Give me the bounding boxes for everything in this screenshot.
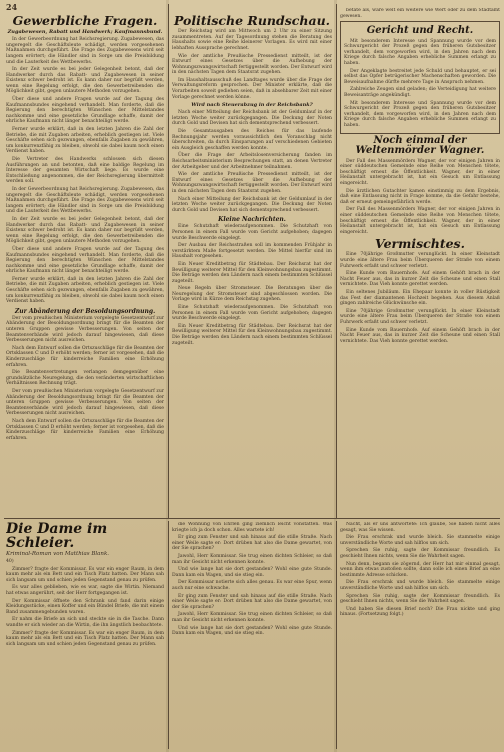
serial-paragraph: Der Kommissar öffnete den Schrank und fand darin einige Kleidungsstücke, einen Koffer und ein Bündel Briefe, die mit einem Band zusammengebunden waren. xyxy=(6,598,164,615)
serial-paragraph: Die Frau erschrak und wurde bleich. Sie stammelte einige unverständliche Worte und sah hilflos um sich. xyxy=(340,580,500,591)
column-rule xyxy=(336,521,337,749)
serial-paragraph: Sprechen Sie ruhig, sagte der Kommissar freundlich. Es geschieht Ihnen nichts, wenn Sie die Wahrheit sagen. xyxy=(340,548,500,559)
column-1 xyxy=(6,12,164,516)
column-rule xyxy=(168,521,169,749)
serial-paragraph: Und haben Sie diesen Brief noch? Die Frau nickte und ging hinaus. (Fortsetzung folgt.) xyxy=(340,606,500,618)
article-paragraph: Eine Kunde vom Bauernhofe. Auf einem Gehöft brach in der Nacht Feuer aus, das in kurzer Zeit die Scheune und einen Stall vernichtete. Das Vieh konnte gerettet werden. xyxy=(340,327,500,344)
article-paragraph: Nach dem Entwurf sollen die Ortszuschläge für die Beamten der Ortsklassen C und D erhöht werden; ferner ist vorgesehen, daß die Kinderzuschläge für kinderreiche Familien eine Erhöhung erfahren. xyxy=(6,345,164,368)
column-rule xyxy=(336,4,337,518)
section-heading: Gericht und Recht. xyxy=(366,25,474,37)
article-paragraph: Die Gesamtausgaben des Reiches für das laufende Rechnungsjahr werden voraussichtlich den Voranschlag nicht überschreiten, da durch Einsparungen auf verschiedenen Gebieten ein Ausgleich geschaffen werden konnte. xyxy=(172,129,332,151)
article-paragraph: Ein seltenes Jubiläum. Ein Ehepaar konnte in voller Rüstigkeit das Fest der diamantenen Hochzeit begehen. Aus diesem Anlaß gingen zahlreiche Glückwünsche ein. xyxy=(340,290,500,307)
court-box xyxy=(340,21,500,133)
article-paragraph: Zahlreiche Zeugen sind geladen; die Verteidigung hat weitere Beweisanträge angekündigt. xyxy=(344,87,496,99)
article-paragraph: Ferner wurde erklärt, daß in den letzten Jahren die Zahl der Betriebe, die mit Zugaben arbeiten, erheblich gestiegen ist. Viele Geschäfte sehen sich gezwungen, ebenfalls Zugaben zu gewähren, um konkurrenzfähig zu bleiben, obwohl sie dabei kaum noch einen Verdienst haben. xyxy=(6,127,164,155)
serial-paragraph: Der Kommissar notierte sich alles genau. Es war eine Spur, wenn auch nur eine schwache. xyxy=(172,580,332,591)
article-paragraph: Der Reichstag wird am Mittwoch um 2 Uhr zu einer Sitzung zusammentreten. Auf der Tagesordnung stehen die Beratung des Haushalts sowie eine Reihe kleinerer Vorlagen. Es wird mit einer lebhaften Aussprache gerechnet. xyxy=(172,29,332,51)
serial-paragraph: die Wohnung von Ehrlen ging ziemlich leicht vonstatten. Was kriegte ich ja doch schon. Alles wartete ich! xyxy=(172,522,332,533)
serial-paragraph: Er ging zum Fenster und sah hinaus auf die stille Straße. Nach einer Weile sagte er: Dort drüben hat also die Dame gewartet, von der Sie sprachen? xyxy=(172,593,332,610)
article-paragraph: betäte als, wäre welt ein weitere wie Wert oder zu dem Stadtamt gewesen. xyxy=(340,8,500,19)
article-paragraph: Ein Neuer Kreditbetrag für Städtebau. Der Reichsrat hat der Bewilligung weiterer Mittel für den Kleinwohnungsbau zugestimmt. Die Beträge werden den Ländern nach einem bestimmten Schlüssel zugeteilt. xyxy=(172,261,332,284)
article-paragraph: Über diese und andere Fragen wurde auf der Tagung des Kaufmannsbundes eingehend verhandelt. Man forderte, daß die Regierung den berechtigten Wünschen der Mittelstandes nachkomme und eine gesetzliche Grundlage schaffe, damit der ehrliche Kaufmann nicht länger benachteiligt werde. xyxy=(6,97,164,125)
article-title: Wird nach Steuerabzug in der Reichsbank? xyxy=(191,102,313,109)
article-paragraph: In der Gewerbeordnung hat Reichsregierung. Zugabewesen, das ungeregelt die Geschäftsleute schädigt, werden vorgesehenen Maßnahmen durchgeführt. Die Frage des Zugabewesens wird seit langem erörtert; die Händler sind in Sorge um die Preisbildung und die Lauterkeit des Wettbewerbs. xyxy=(6,186,164,215)
article-paragraph: Eine Kunde vom Bauernhofe. Auf einem Gehöft brach in der Nacht Feuer aus, das in kurzer Zeit die Scheune und einen Stall vernichtete. Das Vieh konnte gerettet werden. xyxy=(340,271,500,288)
page-number: 24 xyxy=(6,2,18,12)
article-paragraph: Eine 70jährige Großmutter verunglückt. In einer Kleinstadt wurde eine ältere Frau beim Überqueren der Straße von einem Fuhrwerk erfaßt und schwer verletzt. xyxy=(340,252,500,269)
serial-subtitle: Kriminal-Roman von Matthias Blank. xyxy=(6,551,110,557)
serial-paragraph: Und wie lange hat sie dort gestanden? Wohl eine gute Stunde. Dann kam ein Wagen, und sie stieg ein. xyxy=(172,567,332,578)
article-paragraph: Der Fall des Massenmörders Wagner, der vor einigen Jahren in einer süddeutschen Gemeinde eine Reihe von Menschen tötete, beschäftigt erneut die Öffentlichkeit. Wagner, der in einer Heilanstalt untergebracht ist, hat ein Gesuch um Entlassung eingereicht. xyxy=(340,207,500,235)
serial-paragraph: Nacht, als er uns antwortete: Ich glaube, Sie haben nicht alles gesagt, was Sie wissen. xyxy=(340,522,500,533)
article-paragraph: Neue Regeln über Stromsteuer. Die Beratungen über die Neuregelung der Stromsteuer sind abgeschlossen worden. Die Vorlage wird in Kürze dem Reichstag zugehen. xyxy=(172,286,332,303)
serial-paragraph: Es war alles geblieben, wie es war, sagte die Wirtin. Niemand hat etwas angerührt, seit der Herr fortgegangen ist. xyxy=(6,585,164,596)
article-paragraph: Ein Neuer Kreditbetrag für Städtebau. Der Reichsrat hat der Bewilligung weiterer Mittel für den Kleinwohnungsbau zugestimmt. Die Beträge werden den Ländern nach einem bestimmten Schlüssel zugeteilt. xyxy=(172,323,332,346)
article-title: Kleine Nachrichten. xyxy=(218,216,286,224)
serial-paragraph: Jawohl, Herr Kommissar. Sie trug einen dichten Schleier, so daß man ihr Gesicht nicht erkennen konnte. xyxy=(172,553,332,565)
article-paragraph: Wie der amtliche Preußische Pressedienst mitteilt, ist der Entwurf eines Gesetzes über die Aufhebung der Wohnungszwangswirtschaft fertiggestellt worden. Der Entwurf wird in den nächsten Tagen dem Staatsrat zugehen. xyxy=(172,172,332,194)
feuilleton-column-3 xyxy=(340,522,500,748)
article-paragraph: Die Beamtenvertretungen verlangen demgegenüber eine grundsätzliche Neuregelung, die den veränderten wirtschaftlichen Verhältnissen Rechnung trägt. xyxy=(6,370,164,387)
article-paragraph: Eine Schutzhaft wiederaufgenommen. Die Schutzhaft von Personen in einem Fall wurde vom Gericht aufgehoben; dagegen wurde Beschwerde eingelegt. xyxy=(172,305,332,322)
column-rule xyxy=(168,4,169,518)
article-paragraph: Der vom preußischen Ministerium vorgelegte Gesetzentwurf zur Abänderung der Besoldungsordnung bringt für die Beamten der unteren Gruppen gewisse Verbesserungen. Von seiten der Beamtenverbände wird jedoch darauf hingewiesen, daß diese Verbesserungen nicht ausreichen. xyxy=(6,315,164,344)
serial-paragraph: Er nahm die Briefe an sich und steckte sie in die Tasche. Dann wandte er sich wieder an die Wirtin, die ihn ängstlich beobachtete. xyxy=(6,617,164,628)
feuilleton-column-2 xyxy=(172,522,332,748)
feuilleton-rule xyxy=(4,518,500,519)
section-heading: Gewerbliche Fragen. xyxy=(12,13,158,28)
serial-paragraph: Die Frau erschrak und wurde bleich. Sie stammelte einige unverständliche Worte und sah hilflos um sich. xyxy=(340,535,500,546)
article-title: Zur Abänderung der Besoldungsordnung. xyxy=(14,307,156,315)
installment-number: 40) xyxy=(6,559,14,564)
article-paragraph: Über diese und andere Fragen wurde auf der Tagung des Kaufmannsbundes eingehend verhandelt. Man forderte, daß die Regierung den berechtigten Wünschen der Mittelstandes nachkomme und eine gesetzliche Grundlage schaffe, damit der ehrliche Kaufmann nicht länger benachteiligt werde. xyxy=(6,246,164,275)
serial-title: Die Dame im Schleier. xyxy=(6,522,108,551)
article-paragraph: Der vom preußischen Ministerium vorgelegte Gesetzentwurf zur Abänderung der Besoldungsordnung bringt für die Beamten der unteren Gruppen gewisse Verbesserungen. Von seiten der Beamtenverbände wird jedoch darauf hingewiesen, daß diese Verbesserungen nicht ausreichen. xyxy=(6,388,164,417)
article-paragraph: Der Fall des Massenmörders Wagner, der vor einigen Jahren in einer süddeutschen Gemeinde eine Reihe von Menschen tötete, beschäftigt erneut die Öffentlichkeit. Wagner, der in einer Heilanstalt untergebracht ist, hat ein Gesuch um Entlassung eingereicht. xyxy=(340,158,500,186)
serial-paragraph: Nun denn, begann sie zögernd, der Herr hat mir einmal gesagt, wenn ihm etwas zustoßen sollte, dann solle ich einen Brief an eine bestimmte Adresse schicken. xyxy=(340,561,500,578)
feuilleton-column-1 xyxy=(6,522,164,748)
article-paragraph: Der Ausbau der Reichsstraßen soll im kommenden Frühjahr in verstärktem Maße fortgesetzt werden. Die Mittel hierfür sind im Haushalt vorgesehen. xyxy=(172,243,332,260)
article-paragraph: Mit besonderem Interesse und Spannung wurde vor dem Schwurgericht der Prozeß gegen den früheren Gutsbesitzer verhandelt, dem vorgeworfen wird, in den Jahren nach dem Kriege durch falsche Angaben erhebliche Summen erlangt zu haben. xyxy=(344,100,496,128)
article-paragraph: Eine 70jährige Großmutter verunglückt. In einer Kleinstadt wurde eine ältere Frau beim Überqueren der Straße von einem Fuhrwerk erfaßt und schwer verletzt. xyxy=(340,308,500,325)
article-paragraph: Eine Schutzhaft wiederaufgenommen. Die Schutzhaft von Personen in einem Fall wurde vom Gericht aufgehoben; dagegen wurde Beschwerde eingelegt. xyxy=(172,224,332,241)
article-paragraph: Wie der amtliche Preußische Pressedienst mitteilt, ist der Entwurf eines Gesetzes über die Aufhebung der Wohnungszwangswirtschaft fertiggestellt worden. Der Entwurf wird in den nächsten Tagen dem Staatsrat zugehen. xyxy=(172,53,332,76)
article-title: Zugabewesen, Rabatt und Handwerk; Kaufmannsbund. xyxy=(7,29,163,36)
article-paragraph: Der Angeklagte bestreitet jede Schuld und behauptet, er sei selbst das Opfer betrügerischer Machenschaften geworden. Die Beweisaufnahme dürfte mehrere Tage in Anspruch nehmen. xyxy=(344,68,496,85)
article-paragraph: Nach dem Entwurf sollen die Ortszuschläge für die Beamten der Ortsklassen C und D erhöht werden; ferner ist vorgesehen, daß die Kinderzuschläge für kinderreiche Familien eine Erhöhung erfahren. xyxy=(6,418,164,441)
serial-paragraph: Er ging zum Fenster und sah hinaus auf die stille Straße. Nach einer Weile sagte er: Dort drüben hat also die Dame gewartet, von der Sie sprachen? xyxy=(172,535,332,552)
article-paragraph: Die Vertreter des Handwerks schlossen sich diesen Ausführungen an und betonten, daß eine baldige Regelung im Interesse der gesamten Wirtschaft liege. Es wurde eine Entschließung angenommen, die der Reichsregierung übermittelt werden soll. xyxy=(6,157,164,185)
serial-paragraph: Und wie lange hat sie dort gestanden? Wohl eine gute Stunde. Dann kam ein Wagen, und sie stieg ein. xyxy=(172,625,332,637)
article-paragraph: In der Zeit wurde es bei jeder Gelegenheit betont, daß der Handwerker durch das Rabatt- und Zugabewesen in seiner Existenz schwer bedroht ist. Es kann daher nur begrüßt werden, wenn eine Regelung erfolgt, die den Gewerbetreibenden die Möglichkeit gibt, gegen unlautere Methoden vorzugehen. xyxy=(6,67,164,95)
serial-paragraph: Jawohl, Herr Kommissar. Sie trug einen dichten Schleier, so daß man ihr Gesicht nicht erkennen konnte. xyxy=(172,612,332,623)
article-paragraph: In der Gewerbeordnung hat Reichsregierung. Zugabewesen, das ungeregelt die Geschäftsleute schädigt, werden vorgesehenen Maßnahmen durchgeführt. Die Frage des Zugabewesens wird seit langem erörtert; die Händler sind in Sorge um die Preisbildung und die Lauterkeit des Wettbewerbs. xyxy=(6,37,164,65)
serial-paragraph: Zimmer? fragte der Kommissar. Es war ein enger Raum, in dem kaum mehr als ein Bett und ein Tisch Platz hatten. Der Mann sah sich langsam um und schien jeden Gegenstand genau zu prüfen. xyxy=(6,630,164,647)
serial-paragraph: Sprechen Sie ruhig, sagte der Kommissar freundlich. Es geschieht Ihnen nichts, wenn Sie die Wahrheit sagen. xyxy=(340,593,500,605)
article-paragraph: Die ärztlichen Gutachter kamen einstimmig zu dem Ergebnis, daß eine Entlassung nicht in Frage komme, da die Gefahr bestehe, daß er erneut gemeingefährlich werde. xyxy=(340,188,500,205)
section-heading: Vermischtes. xyxy=(375,236,465,252)
article-paragraph: In der Zeit wurde es bei jeder Gelegenheit betont, daß der Handwerker durch das Rabatt- und Zugabewesen in seiner Existenz schwer bedroht ist. Es kann daher nur begrüßt werden, wenn eine Regelung erfolgt, die den Gewerbetreibenden die Möglichkeit gibt, gegen unlautere Methoden vorzugehen. xyxy=(6,216,164,245)
article-paragraph: Ferner wurde erklärt, daß in den letzten Jahren die Zahl der Betriebe, die mit Zugaben arbeiten, erheblich gestiegen ist. Viele Geschäfte sehen sich gezwungen, ebenfalls Zugaben zu gewähren, um konkurrenzfähig zu bleiben, obwohl sie dabei kaum noch einen Verdienst haben. xyxy=(6,276,164,305)
article-paragraph: Nach einer Mitteilung der Reichsbank ist der Geldumlauf in der letzten Woche weiter zurückgegangen. Die Deckung der Noten durch Gold und Devisen hat sich dementsprechend verbessert. xyxy=(172,110,332,127)
section-heading: Politische Rundschau. xyxy=(173,13,331,28)
article-paragraph: Nach einer Mitteilung der Reichsbank ist der Geldumlauf in der letzten Woche weiter zurückgegangen. Die Deckung der Noten durch Gold und Devisen hat sich dementsprechend verbessert. xyxy=(172,196,332,213)
article-paragraph: Mit besonderem Interesse und Spannung wurde vor dem Schwurgericht der Prozeß gegen den früheren Gutsbesitzer verhandelt, dem vorgeworfen wird, in den Jahren nach dem Kriege durch falsche Angaben erhebliche Summen erlangt zu haben. xyxy=(344,38,496,67)
section-heading: Noch einmal der Weltenmörder Wagner. xyxy=(355,134,485,157)
serial-paragraph: Zimmer? fragte der Kommissar. Es war ein enger Raum, in dem kaum mehr als ein Bett und ein Tisch Platz hatten. Der Mann sah sich langsam um und schien jeden Gegenstand genau zu prüfen. xyxy=(6,566,164,583)
article-paragraph: Im Haushaltsausschuß des Landtages wurde über die Frage der Verwaltungsreform gesprochen. Der Minister erklärte, daß die Vorarbeiten soweit gediehen seien, daß in absehbarer Zeit mit einer Vorlage gerechnet werden könne. xyxy=(172,77,332,100)
article-paragraph: Über die Frage der Arbeitslosenversicherung fanden im Reichsarbeitsministerium Besprechungen statt, an denen Vertreter der Arbeitgeber und der Arbeitnehmer teilnahmen. xyxy=(172,153,332,170)
column-2 xyxy=(172,12,332,516)
column-3 xyxy=(340,8,500,516)
